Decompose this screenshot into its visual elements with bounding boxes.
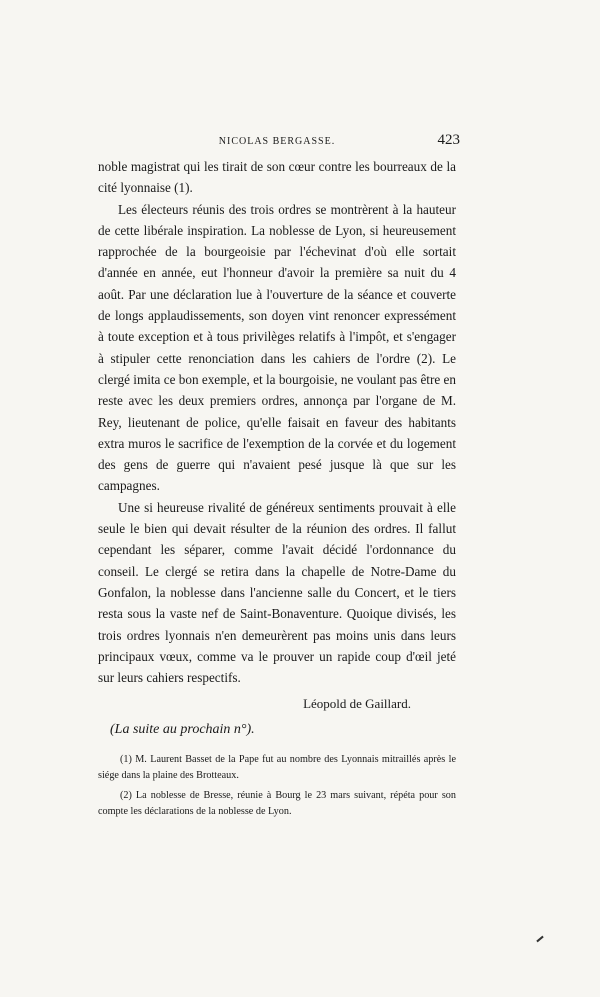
footnote: (1) M. Laurent Basset de la Pape fut au nombre des Lyonnais mitraillés après le siége dans la plaine des Brotteaux. [98, 754, 456, 782]
stray-mark [536, 936, 543, 943]
paragraph: Une si heureuse rivalité de généreux sentiments prouvait à elle seule le bien qui devait résulter de la réunion des ordres. Il fallut cependant les séparer, comme l'avait décidé l'ordonnance du conseil. Le clergé se retira dans la chapelle de Notre-Dame du Gonfalon, la noblesse dans l'ancienne salle du Concert, et le tiers resta sous la vaste nef de Saint-Bonaventure. Quoique divisés, les trois ordres lyonnais n'en demeurèrent pas moins unis dans leurs principaux vœux, comme va le prouver un rapide coup d'œil jeté sur leurs cahiers respectifs. [98, 499, 456, 686]
author-signature: Léopold de Gaillard. [303, 696, 411, 712]
footnote: (2) La noblesse de Bresse, réunie à Bourg le 23 mars suivant, répéta pour son compte les déclarations de la noblesse de Lyon. [98, 790, 456, 818]
paragraph: Les électeurs réunis des trois ordres se montrèrent à la hauteur de cette libérale inspiration. La noblesse de Lyon, si heureusement rapprochée de la bourgeoisie par l'échevinat d'où elle sortait d'année en année, eut l'honneur d'avoir la première sa nuit du 4 août. Par une déclaration lue à l'ouverture de la séance et couverte de longs applaudissements, son doyen vint renoncer expressément à toute exception et à tous privilèges relatifs à l'impôt, et s'engager à stipuler cette renonciation dans les cahiers de l'ordre (2). Le clergé imita ce bon exemple, et la bourgoisie, ne voulant pas être en reste avec les deux premiers ordres, annonça par l'organe de M. Rey, lieutenant de police, qu'elle faisait en faveur des habitants extra muros le sacrifice de l'exemption de la corvée et du logement des gens de guerre qui n'avaient pesé jusque là que sur les campagnes. [98, 201, 456, 494]
footnotes [98, 752, 456, 820]
running-head: NICOLAS BERGASSE. [218, 136, 336, 147]
continuation-note: (La suite au prochain n°). [110, 722, 255, 738]
book-page [98, 132, 460, 824]
page-header [98, 132, 460, 156]
footnote-separator [98, 738, 456, 752]
body-text [98, 156, 456, 688]
paragraph: noble magistrat qui les tirait de son cœur contre les bourreaux de la cité lyonnaise (1). [98, 159, 456, 196]
page-number: 423 [437, 132, 460, 148]
